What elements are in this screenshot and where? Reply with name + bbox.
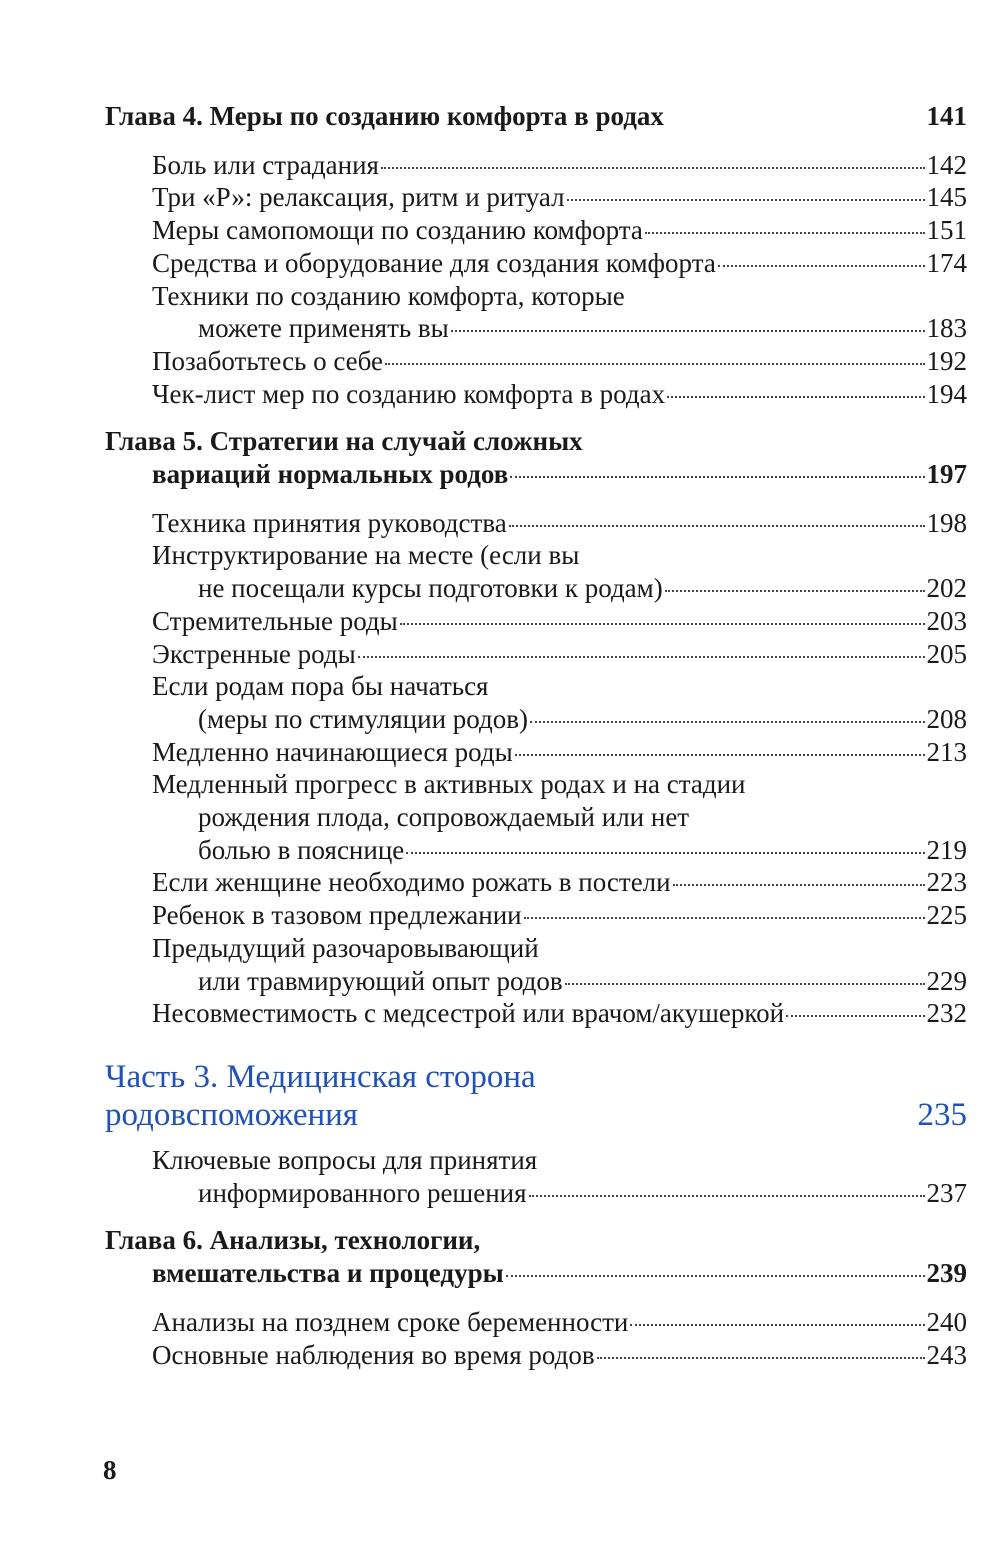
- dot-leader: [515, 754, 925, 756]
- toc-entry-title: Боль или страдания: [152, 149, 379, 180]
- toc-entry-title: Меры самопомощи по созданию комфорта: [152, 215, 643, 246]
- toc-entry-title: Анализы на позднем сроке беременности: [152, 1306, 629, 1337]
- toc-entry-title: Стремительные роды: [152, 605, 398, 636]
- toc-line: [0, 181, 1000, 214]
- toc-entry-title: болью в пояснице: [198, 834, 405, 865]
- toc-entry: [0, 507, 1000, 540]
- toc-entry: [0, 539, 1000, 604]
- toc-chapter-title: вмешательства и процедуры: [152, 1258, 504, 1289]
- dot-leader: [524, 917, 925, 919]
- toc-line: [0, 572, 1000, 605]
- dot-leader: [665, 590, 925, 592]
- toc-line: [0, 703, 1000, 736]
- toc-entry: [0, 736, 1000, 769]
- toc-entry: [0, 605, 1000, 638]
- toc-entry: [0, 214, 1000, 247]
- toc-line: [0, 345, 1000, 378]
- toc-line: [0, 834, 1000, 867]
- toc-entry: [0, 670, 1000, 735]
- toc-entry-title: (меры по стимуляции родов): [198, 703, 528, 734]
- toc-page-number: 197: [926, 459, 967, 490]
- dot-leader: [630, 1324, 924, 1326]
- toc-page-number: 239: [926, 1258, 967, 1289]
- toc-line: [0, 312, 1000, 345]
- toc-page-number: 145: [926, 182, 967, 213]
- toc-entry-title: Ребенок в тазовом предлежании: [152, 900, 522, 931]
- toc-entry: [0, 768, 1000, 866]
- toc-entry: [0, 1306, 1000, 1339]
- dot-leader: [385, 363, 924, 365]
- toc-chapter-title: вариаций нормальных родов: [152, 459, 509, 490]
- toc-line: [0, 768, 1000, 801]
- toc-line: [0, 605, 1000, 638]
- page-number: 8: [103, 1455, 117, 1485]
- toc-entry-title: Техника принятия руководства: [152, 507, 507, 538]
- toc-entry-title: не посещали курсы подготовки к родам): [198, 573, 663, 604]
- toc-line: [0, 1339, 1000, 1372]
- toc-line: [0, 247, 1000, 280]
- dot-leader: [358, 656, 925, 658]
- toc-line: [0, 539, 1000, 572]
- toc-entry-title: Ключевые вопросы для принятия: [152, 1144, 538, 1175]
- toc-entry: [0, 280, 1000, 345]
- dot-leader: [667, 396, 924, 398]
- toc-page-number: 219: [926, 834, 967, 865]
- toc-line: [0, 1257, 1000, 1290]
- toc-line: [0, 670, 1000, 703]
- toc-page-number: 202: [926, 573, 967, 604]
- toc-page-number: 237: [926, 1177, 967, 1208]
- toc-line: [0, 638, 1000, 671]
- toc-page-number: 203: [926, 605, 967, 636]
- toc-chapter-title: Глава 6. Анализы, технологии,: [105, 1225, 481, 1256]
- toc-page-number: 225: [926, 900, 967, 931]
- toc-line: [0, 214, 1000, 247]
- toc-chapter-title: Глава 4. Меры по созданию комфорта в родах: [105, 101, 664, 131]
- toc-page-number: 183: [926, 313, 967, 344]
- toc-line: [0, 866, 1000, 899]
- toc-entry-title: Предыдущий разочаровывающий: [152, 932, 539, 963]
- toc-line: [0, 1306, 1000, 1339]
- dot-leader: [567, 199, 925, 201]
- toc-chapter: [0, 100, 1000, 133]
- toc-entry-title: Медленно начинающиеся роды: [152, 736, 513, 767]
- dot-leader: [786, 1015, 924, 1017]
- toc-line: [0, 280, 1000, 313]
- toc-line: [0, 965, 1000, 998]
- toc-page-number: 240: [926, 1306, 967, 1337]
- toc-line: [0, 932, 1000, 965]
- toc-entry-title: Инструктирование на месте (если вы: [152, 540, 580, 571]
- toc-entry: [0, 899, 1000, 932]
- toc-page-number: 205: [926, 638, 967, 669]
- dot-leader: [673, 884, 925, 886]
- toc-chapter: [0, 425, 1000, 490]
- toc-line: [0, 458, 1000, 491]
- toc-part-title: Часть 3. Медицинская сторона: [105, 1058, 536, 1095]
- toc-line: [0, 801, 1000, 834]
- toc-entry: [0, 378, 1000, 411]
- dot-leader: [381, 167, 925, 169]
- toc-entry-title: Позаботьтесь о себе: [152, 345, 384, 376]
- toc-entry: [0, 345, 1000, 378]
- toc-page-number: 235: [917, 1096, 967, 1133]
- dot-leader: [400, 623, 925, 625]
- toc-entry-title: можете применять вы: [198, 313, 449, 344]
- toc-page-number: 151: [926, 215, 967, 246]
- toc-chapter: [0, 1224, 1000, 1289]
- toc-entry: [0, 181, 1000, 214]
- toc-line: [0, 149, 1000, 182]
- toc-page-number: 198: [926, 507, 967, 538]
- toc-line: [0, 1144, 1000, 1177]
- toc-page-number: 213: [926, 736, 967, 767]
- dot-leader: [718, 265, 925, 267]
- toc-part: [0, 1058, 1000, 1134]
- toc-line: [0, 997, 1000, 1030]
- toc-line: [0, 1224, 1000, 1257]
- dot-leader: [510, 476, 924, 478]
- toc-line: [0, 425, 1000, 458]
- toc-line: [0, 1177, 1000, 1210]
- toc-entry: [0, 866, 1000, 899]
- toc-entry-title: Основные наблюдения во время родов: [152, 1339, 595, 1370]
- dot-leader: [406, 852, 924, 854]
- toc-entry-title: Чек-лист мер по созданию комфорта в родах: [152, 378, 666, 409]
- toc-entry: [0, 638, 1000, 671]
- toc-page-number: 194: [926, 378, 967, 409]
- toc-entry: [0, 247, 1000, 280]
- dot-leader: [509, 525, 925, 527]
- toc-page-number: 229: [926, 965, 967, 996]
- toc-line: [0, 100, 1000, 133]
- toc-entry: [0, 932, 1000, 997]
- dot-leader: [565, 983, 925, 985]
- toc-page-number: 141: [926, 101, 967, 131]
- toc-entry: [0, 997, 1000, 1030]
- dot-leader: [451, 330, 925, 332]
- toc-page-number: 243: [926, 1339, 967, 1370]
- dot-leader: [529, 1195, 925, 1197]
- toc-entry-title: Если женщине необходимо рожать в постели: [152, 867, 671, 898]
- toc-entry-title: Несовместимость с медсестрой или врачом/акушеркой: [152, 998, 785, 1029]
- dot-leader: [530, 721, 925, 723]
- toc-entry-title: информированного решения: [198, 1177, 527, 1208]
- dot-leader: [597, 1357, 925, 1359]
- toc-line: [0, 1058, 1000, 1096]
- toc-page-number: 208: [926, 703, 967, 734]
- toc-entry-title: Если родам пора бы начаться: [152, 671, 489, 702]
- dot-leader: [645, 232, 925, 234]
- toc-line: [0, 899, 1000, 932]
- toc-page-number: 223: [926, 867, 967, 898]
- toc-entry-title: Экстренные роды: [152, 638, 356, 669]
- toc-line: [0, 1096, 1000, 1134]
- table-of-contents: [0, 100, 1000, 1371]
- toc-page-number: 142: [926, 149, 967, 180]
- toc-entry-title: Медленный прогресс в активных родах и на стадии: [152, 769, 746, 800]
- toc-entry-title: Три «Р»: релаксация, ритм и ритуал: [152, 182, 565, 213]
- toc-entry: [0, 1144, 1000, 1209]
- toc-entry-title: или травмирующий опыт родов: [198, 965, 563, 996]
- toc-entry: [0, 149, 1000, 182]
- toc-entry-title: Техники по созданию комфорта, которые: [152, 280, 625, 311]
- toc-page-number: 174: [926, 247, 967, 278]
- toc-entry-title: Средства и оборудование для создания комфорта: [152, 247, 716, 278]
- toc-page-number: 232: [926, 998, 967, 1029]
- toc-line: [0, 507, 1000, 540]
- toc-chapter-title: Глава 5. Стратегии на случай сложных: [105, 426, 583, 457]
- dot-leader: [506, 1275, 925, 1277]
- toc-line: [0, 378, 1000, 411]
- toc-entry: [0, 1339, 1000, 1372]
- toc-entry-title: рождения плода, сопровождаемый или нет: [198, 802, 690, 833]
- toc-line: [0, 736, 1000, 769]
- toc-page-number: 192: [926, 345, 967, 376]
- toc-part-title: родовспоможения: [105, 1096, 358, 1133]
